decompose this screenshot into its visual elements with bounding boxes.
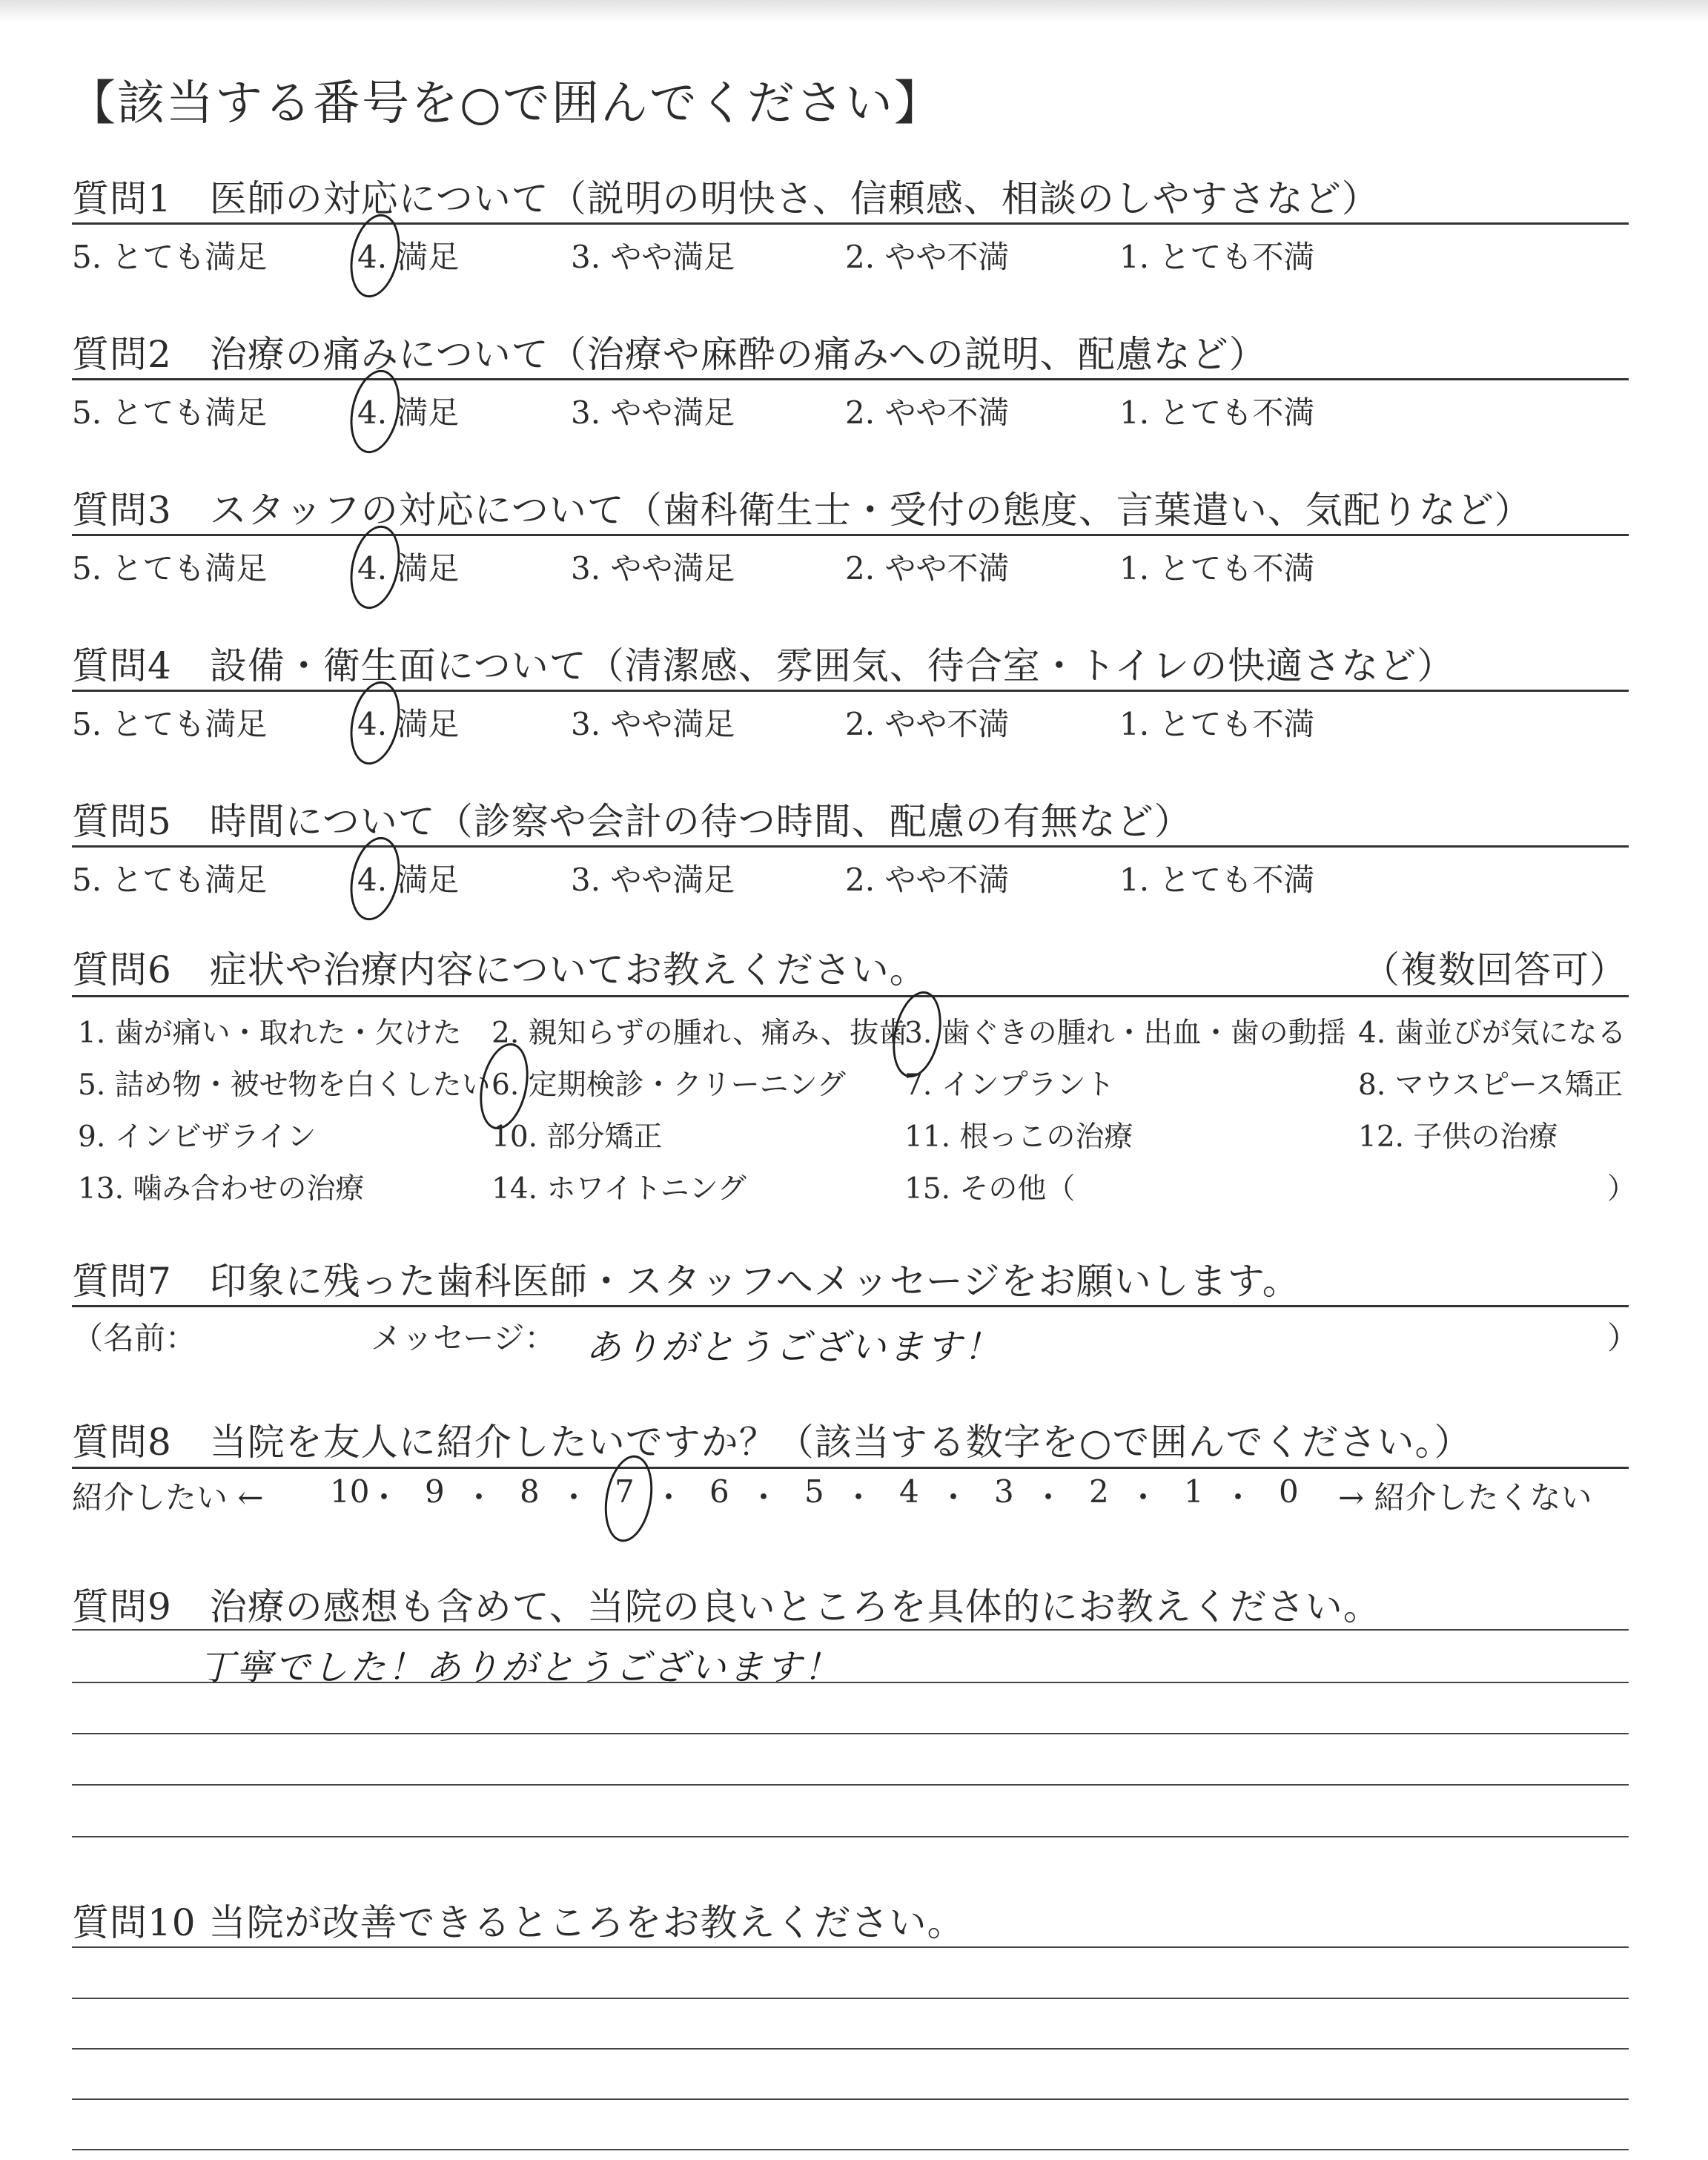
q2-rule <box>72 378 1629 380</box>
q2-option-2[interactable]: 2. やや不満 <box>845 394 1010 431</box>
q10-line-5 <box>72 2149 1629 2150</box>
q10-line-1 <box>72 1946 1629 1948</box>
q4-option-5[interactable]: 5. とても満足 <box>72 706 268 742</box>
q3-option-3[interactable]: 3. やや満足 <box>571 550 735 587</box>
q4-title: 質問4 設備・衛生面について（清潔感、雰囲気、待合室・トイレの快適さなど） <box>72 644 1455 687</box>
q8-separator: ・ <box>463 1479 495 1516</box>
q6-option-16: ） <box>1607 1172 1637 1206</box>
q8-score-2[interactable]: 2 <box>1089 1473 1109 1510</box>
q7-name-label: （名前： <box>72 1320 197 1356</box>
q2-option-5[interactable]: 5. とても満足 <box>72 394 268 431</box>
q6-option-8[interactable]: 8. マウスピース矯正 <box>1358 1069 1623 1102</box>
q7-rule <box>72 1305 1629 1307</box>
q8-title: 質問8 当院を友人に紹介したいですか？（該当する数字を○で囲んでください。） <box>72 1421 1472 1464</box>
q6-option-5[interactable]: 5. 詰め物・被せ物を白くしたい <box>78 1069 491 1102</box>
q1-option-4[interactable]: 4. 満足 <box>357 239 460 275</box>
q6-option-4[interactable]: 4. 歯並びが気になる <box>1358 1017 1626 1050</box>
q1-option-2[interactable]: 2. やや不満 <box>845 239 1010 275</box>
q3-option-1[interactable]: 1. とても不満 <box>1119 550 1315 587</box>
q8-score-0[interactable]: 0 <box>1279 1473 1299 1510</box>
q8-score-9[interactable]: 9 <box>425 1473 445 1510</box>
q6-option-10[interactable]: 10. 部分矯正 <box>491 1120 663 1154</box>
q8-separator: ・ <box>843 1479 875 1516</box>
q1-option-3[interactable]: 3. やや満足 <box>571 239 735 275</box>
q9-title: 質問9 治療の感想も含めて、当院の良いところを具体的にお教えください。 <box>72 1585 1381 1628</box>
q9-line-2 <box>72 1682 1629 1683</box>
q3-option-5[interactable]: 5. とても満足 <box>72 550 268 587</box>
q8-left-label: 紹介したい ← <box>72 1479 264 1516</box>
q10-line-3 <box>72 2048 1629 2050</box>
q6-option-3[interactable]: 3. 歯ぐきの腫れ・出血・歯の動揺 <box>904 1017 1346 1050</box>
q2-title: 質問2 治療の痛みについて（治療や麻酔の痛みへの説明、配慮など） <box>72 333 1267 376</box>
q1-option-1[interactable]: 1. とても不満 <box>1119 239 1315 275</box>
q8-score-8[interactable]: 8 <box>520 1473 540 1510</box>
q4-option-3[interactable]: 3. やや満足 <box>571 706 735 742</box>
q8-separator: ・ <box>368 1479 400 1516</box>
q8-score-10[interactable]: 10 <box>330 1473 370 1510</box>
q7-message-label: メッセージ： <box>371 1320 556 1356</box>
q8-score-7[interactable]: 7 <box>615 1473 635 1510</box>
q3-title: 質問3 スタッフの対応について（歯科衛生士・受付の態度、言葉遣い、気配りなど） <box>72 489 1532 532</box>
q5-rule <box>72 845 1629 848</box>
q5-option-3[interactable]: 3. やや満足 <box>571 862 735 898</box>
q10-line-4 <box>72 2098 1629 2100</box>
q4-option-1[interactable]: 1. とても不満 <box>1119 706 1315 742</box>
q5-title: 質問5 時間について（診察や会計の待つ時間、配慮の有無など） <box>72 800 1192 843</box>
q6-option-13[interactable]: 13. 噛み合わせの治療 <box>78 1172 365 1206</box>
q6-option-7[interactable]: 7. インプラント <box>904 1069 1115 1102</box>
q9-answer[interactable]: 丁寧でした！ありがとうございます！ <box>199 1647 842 1688</box>
q1-rule <box>72 222 1629 225</box>
q9-line-3 <box>72 1733 1629 1734</box>
q4-rule <box>72 690 1629 692</box>
q8-separator: ・ <box>1128 1479 1159 1516</box>
q7-close-paren: ） <box>1607 1320 1639 1356</box>
q8-rule <box>72 1467 1629 1469</box>
q2-option-1[interactable]: 1. とても不満 <box>1119 394 1315 431</box>
q3-option-2[interactable]: 2. やや不満 <box>845 550 1010 587</box>
form-instruction: 【該当する番号を○で囲んでください】 <box>68 76 943 131</box>
q4-option-4[interactable]: 4. 満足 <box>357 706 460 742</box>
q8-score-3[interactable]: 3 <box>994 1473 1014 1510</box>
q2-option-3[interactable]: 3. やや満足 <box>571 394 735 431</box>
q7-title: 質問7 印象に残った歯科医師・スタッフへメッセージをお願いします。 <box>72 1260 1300 1303</box>
q8-score-5[interactable]: 5 <box>804 1473 824 1510</box>
q8-separator: ・ <box>653 1479 685 1516</box>
q6-option-6[interactable]: 6. 定期検診・クリーニング <box>491 1069 846 1102</box>
q6-option-12[interactable]: 12. 子供の治療 <box>1358 1120 1558 1154</box>
q6-option-14[interactable]: 14. ホワイトニング <box>491 1172 747 1206</box>
q4-option-2[interactable]: 2. やや不満 <box>845 706 1010 742</box>
q6-rule <box>72 995 1629 997</box>
q7-message-answer[interactable]: ありがとうございます！ <box>586 1327 1002 1368</box>
q8-separator: ・ <box>1033 1479 1065 1516</box>
q1-option-5[interactable]: 5. とても満足 <box>72 239 268 275</box>
q6-option-15[interactable]: 15. その他（ <box>904 1172 1076 1206</box>
q8-separator: ・ <box>938 1479 970 1516</box>
q5-option-1[interactable]: 1. とても不満 <box>1119 862 1315 898</box>
q6-option-11[interactable]: 11. 根っこの治療 <box>904 1120 1133 1154</box>
q3-rule <box>72 534 1629 536</box>
q5-option-4[interactable]: 4. 満足 <box>357 862 460 898</box>
q8-separator: ・ <box>1222 1479 1254 1516</box>
q6-multi-note: （複数回答可） <box>1363 948 1627 991</box>
q5-option-5[interactable]: 5. とても満足 <box>72 862 268 898</box>
q9-line-4 <box>72 1784 1629 1786</box>
q10-title: 質問10 当院が改善できるところをお教えください。 <box>72 1901 965 1944</box>
q8-separator: ・ <box>748 1479 780 1516</box>
q8-separator: ・ <box>558 1479 590 1516</box>
q6-option-9[interactable]: 9. インビザライン <box>78 1120 317 1154</box>
q8-score-6[interactable]: 6 <box>709 1473 729 1510</box>
q8-right-label: → 紹介したくない <box>1338 1479 1592 1516</box>
q8-score-4[interactable]: 4 <box>899 1473 919 1510</box>
q6-title: 質問6 症状や治療内容についてお教えください。 <box>72 948 927 991</box>
q10-line-2 <box>72 1998 1629 1999</box>
q6-option-2[interactable]: 2. 親知らずの腫れ、痛み、抜歯 <box>491 1017 908 1050</box>
q3-option-4[interactable]: 4. 満足 <box>357 550 460 587</box>
q9-line-5 <box>72 1836 1629 1837</box>
q9-line-1 <box>72 1629 1629 1631</box>
q5-option-2[interactable]: 2. やや不満 <box>845 862 1010 898</box>
q8-score-1[interactable]: 1 <box>1184 1473 1204 1510</box>
scan-edge <box>0 0 1708 22</box>
q6-option-1[interactable]: 1. 歯が痛い・取れた・欠けた <box>78 1017 462 1050</box>
q1-title: 質問1 医師の対応について（説明の明快さ、信頼感、相談のしやすさなど） <box>72 177 1380 220</box>
q2-option-4[interactable]: 4. 満足 <box>357 394 460 431</box>
